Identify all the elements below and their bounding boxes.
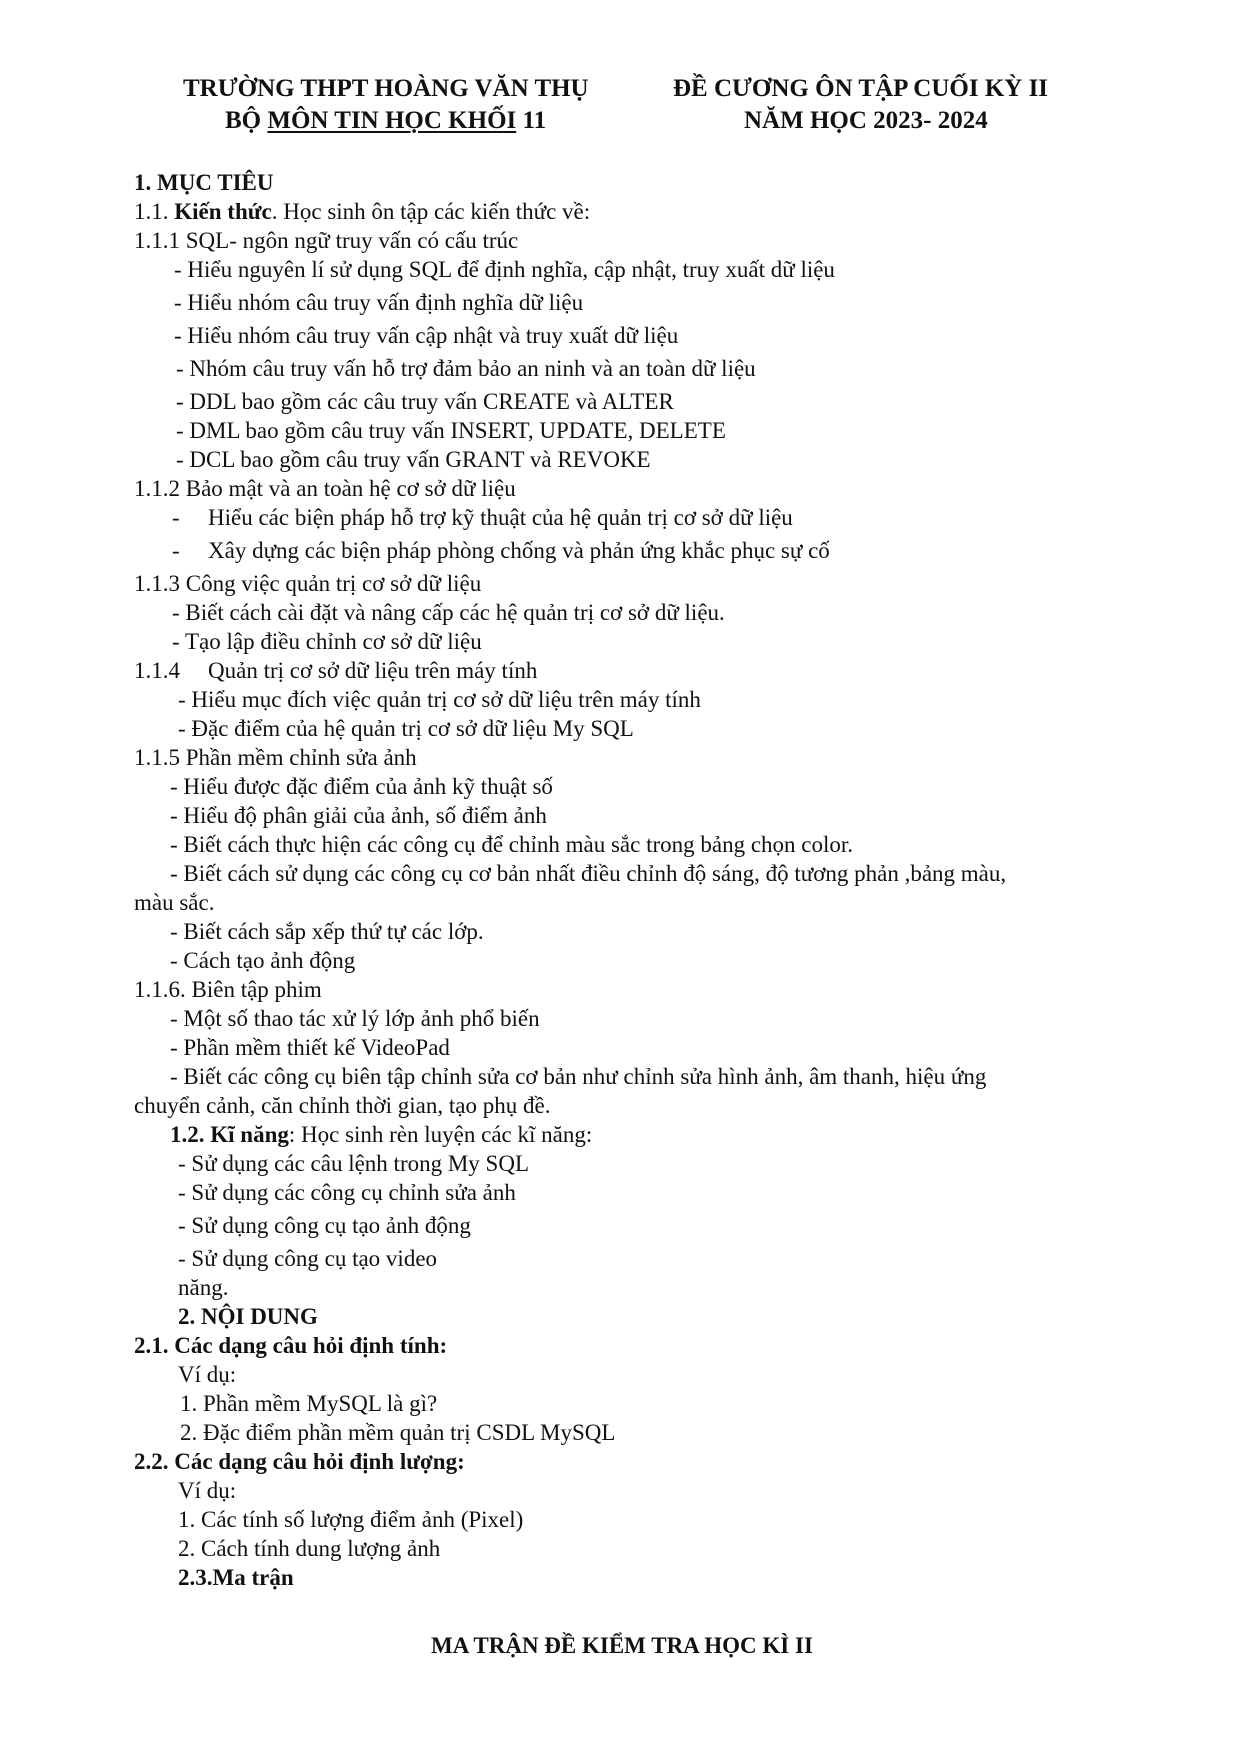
list-item: - Biết cách sắp xếp thứ tự các lớp.: [170, 919, 484, 944]
list-item: - DCL bao gồm câu truy vấn GRANT và REVOKE: [176, 447, 651, 472]
section-1-2-text: : Học sinh rèn luyện các kĩ năng:: [288, 1122, 593, 1147]
school-year: NĂM HỌC 2023- 2024: [744, 107, 988, 134]
stray-text: năng.: [178, 1275, 229, 1300]
list-item: - Sử dụng các câu lệnh trong My SQL: [178, 1151, 530, 1176]
list-item: Hiểu các biện pháp hỗ trợ kỹ thuật của hệ quản trị cơ sở dữ liệu: [208, 505, 793, 530]
list-item: - Sử dụng công cụ tạo ảnh động: [178, 1213, 471, 1238]
section-2-heading: 2. NỘI DUNG: [178, 1304, 318, 1329]
list-item: - Hiểu nguyên lí sử dụng SQL để định nghĩa, cập nhật, truy xuất dữ liệu: [174, 257, 835, 282]
list-item: 2. Đặc điểm phần mềm quản trị CSDL MySQL: [180, 1420, 616, 1445]
section-1-1-4-heading: Quản trị cơ sở dữ liệu trên máy tính: [208, 658, 538, 683]
section-1-1-4-number: 1.1.4: [134, 658, 180, 683]
list-item: - Một số thao tác xử lý lớp ảnh phổ biến: [170, 1006, 540, 1031]
section-1-1-3-heading: 1.1.3 Công việc quản trị cơ sở dữ liệu: [134, 571, 482, 596]
department: [225, 106, 546, 136]
section-1-1-line: [134, 199, 590, 225]
section-1-2-label: 1.2. Kĩ năng: [170, 1122, 289, 1147]
list-item: - Hiểu độ phân giải của ảnh, số điểm ảnh: [170, 803, 547, 828]
department-prefix: BỘ: [225, 107, 268, 134]
matrix-title: MA TRẬN ĐỀ KIỂM TRA HỌC KÌ II: [431, 1633, 813, 1658]
school-name: TRƯỜNG THPT HOÀNG VĂN THỤ: [183, 75, 589, 102]
list-item: - Hiểu nhóm câu truy vấn cập nhật và truy xuất dữ liệu: [174, 323, 679, 348]
list-bullet: -: [172, 538, 180, 563]
section-1-1-6-heading: 1.1.6. Biên tập phim: [134, 977, 322, 1002]
list-item-continuation: chuyển cảnh, căn chỉnh thời gian, tạo phụ đề.: [134, 1093, 551, 1118]
example-label: Ví dụ:: [178, 1478, 237, 1503]
list-item: 2. Cách tính dung lượng ảnh: [178, 1536, 441, 1561]
list-item: 1. Phần mềm MySQL là gì?: [180, 1391, 438, 1416]
list-item: - DDL bao gồm các câu truy vấn CREATE và ALTER: [176, 389, 674, 414]
section-1-1-2-heading: 1.1.2 Bảo mật và an toàn hệ cơ sở dữ liệu: [134, 476, 516, 501]
section-2-1-heading: 2.1. Các dạng câu hỏi định tính:: [134, 1333, 448, 1358]
list-item: - Sử dụng công cụ tạo video: [178, 1246, 438, 1271]
list-item: - DML bao gồm câu truy vấn INSERT, UPDATE, DELETE: [176, 418, 726, 443]
department-underlined: MÔN TIN HỌC KHỐI: [267, 107, 517, 134]
document-title: ĐỀ CƯƠNG ÔN TẬP CUỐI KỲ II: [673, 75, 1049, 102]
list-item: - Cách tạo ảnh động: [170, 948, 356, 973]
list-item: - Sử dụng các công cụ chỉnh sửa ảnh: [178, 1180, 516, 1205]
section-1-1-text: . Học sinh ôn tập các kiến thức về:: [271, 199, 591, 224]
list-item: - Biết cách thực hiện các công cụ để chỉnh màu sắc trong bảng chọn color.: [170, 832, 854, 857]
list-item-continuation: màu sắc.: [134, 890, 215, 915]
list-item: - Biết cách cài đặt và nâng cấp các hệ quản trị cơ sở dữ liệu.: [172, 600, 725, 625]
department-suffix: 11: [516, 107, 547, 134]
list-item: - Biết các công cụ biên tập chỉnh sửa cơ bản như chỉnh sửa hình ảnh, âm thanh, hiệu ứng: [170, 1064, 987, 1089]
list-item: Xây dựng các biện pháp phòng chống và phản ứng khắc phục sự cố: [208, 538, 830, 563]
section-1-heading: 1. MỤC TIÊU: [134, 170, 274, 195]
list-bullet: -: [172, 505, 180, 530]
list-item: - Phần mềm thiết kế VideoPad: [170, 1035, 450, 1060]
section-2-3-heading: 2.3.Ma trận: [178, 1565, 294, 1590]
list-item: - Hiểu mục đích việc quản trị cơ sở dữ liệu trên máy tính: [178, 687, 701, 712]
list-item: - Biết cách sử dụng các công cụ cơ bản nhất điều chỉnh độ sáng, độ tương phản ,bảng màu,: [170, 861, 1007, 886]
example-label: Ví dụ:: [178, 1362, 237, 1387]
list-item: - Hiểu nhóm câu truy vấn định nghĩa dữ liệu: [174, 290, 584, 315]
list-item: - Nhóm câu truy vấn hỗ trợ đảm bảo an ninh và an toàn dữ liệu: [176, 356, 756, 381]
list-item: 1. Các tính số lượng điểm ảnh (Pixel): [178, 1507, 524, 1532]
section-1-1-number: 1.1.: [134, 199, 175, 224]
section-1-1-5-heading: 1.1.5 Phần mềm chỉnh sửa ảnh: [134, 745, 417, 770]
list-item: - Tạo lập điều chỉnh cơ sở dữ liệu: [172, 629, 482, 654]
section-1-1-label: Kiến thức: [174, 199, 272, 224]
section-1-1-1-heading: 1.1.1 SQL- ngôn ngữ truy vấn có cấu trúc: [134, 228, 519, 253]
list-item: - Hiểu được đặc điểm của ảnh kỹ thuật số: [170, 774, 553, 799]
section-2-2-heading: 2.2. Các dạng câu hỏi định lượng:: [134, 1449, 465, 1474]
section-1-2-line: [170, 1122, 592, 1148]
list-item: - Đặc điểm của hệ quản trị cơ sở dữ liệu My SQL: [178, 716, 634, 741]
